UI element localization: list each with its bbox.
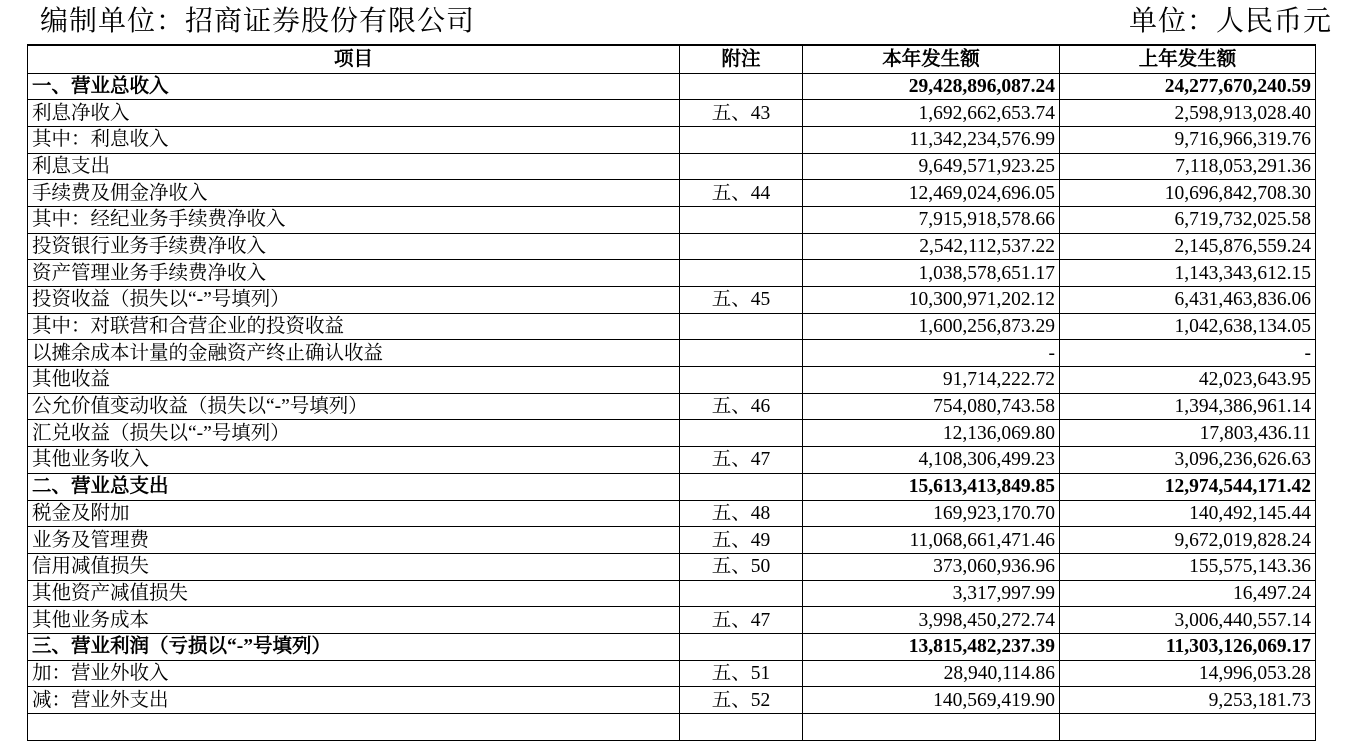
table-row xyxy=(28,126,1316,153)
table-row xyxy=(28,206,1316,233)
note-ref xyxy=(680,633,803,660)
current-year-amount: 15,613,413,849.85 xyxy=(803,473,1060,500)
prior-year-amount: 2,145,876,559.24 xyxy=(1060,233,1316,260)
item-label: 二、营业总支出 xyxy=(28,473,680,500)
current-year-amount: 1,038,578,651.17 xyxy=(803,260,1060,287)
note-ref xyxy=(680,420,803,447)
note-ref: 五、44 xyxy=(680,180,803,207)
note-ref: 五、46 xyxy=(680,393,803,420)
note-ref: 五、45 xyxy=(680,287,803,314)
prior-year-amount: 24,277,670,240.59 xyxy=(1060,73,1316,100)
note-ref xyxy=(680,206,803,233)
item-label: 业务及管理费 xyxy=(28,527,680,554)
table-row xyxy=(28,153,1316,180)
prior-year-amount: 9,672,019,828.24 xyxy=(1060,527,1316,554)
column-header-item: 项目 xyxy=(28,45,680,73)
table-row xyxy=(28,420,1316,447)
current-year-amount: 28,940,114.86 xyxy=(803,660,1060,687)
current-year-amount: 3,998,450,272.74 xyxy=(803,607,1060,634)
note-ref xyxy=(680,260,803,287)
prior-year-amount: 3,006,440,557.14 xyxy=(1060,607,1316,634)
note-ref xyxy=(680,367,803,394)
empty-cell xyxy=(680,714,803,741)
prior-year-amount: 9,253,181.73 xyxy=(1060,687,1316,714)
table-row xyxy=(28,73,1316,100)
note-ref: 五、49 xyxy=(680,527,803,554)
note-ref: 五、47 xyxy=(680,607,803,634)
note-ref xyxy=(680,580,803,607)
table-row xyxy=(28,447,1316,474)
prior-year-amount: - xyxy=(1060,340,1316,367)
current-year-amount: 169,923,170.70 xyxy=(803,500,1060,527)
table-row xyxy=(28,367,1316,394)
prior-year-amount: 9,716,966,319.76 xyxy=(1060,126,1316,153)
prior-year-amount: 7,118,053,291.36 xyxy=(1060,153,1316,180)
note-ref: 五、48 xyxy=(680,500,803,527)
current-year-amount: 91,714,222.72 xyxy=(803,367,1060,394)
item-label: 汇兑收益（损失以“-”号填列） xyxy=(28,420,680,447)
prior-year-amount: 11,303,126,069.17 xyxy=(1060,633,1316,660)
current-year-amount: 140,569,419.90 xyxy=(803,687,1060,714)
item-label: 其中：利息收入 xyxy=(28,126,680,153)
current-year-amount: 29,428,896,087.24 xyxy=(803,73,1060,100)
empty-cell xyxy=(803,714,1060,741)
table-row xyxy=(28,100,1316,127)
prior-year-amount: 17,803,436.11 xyxy=(1060,420,1316,447)
note-ref xyxy=(680,126,803,153)
prior-year-amount: 2,598,913,028.40 xyxy=(1060,100,1316,127)
item-label: 加：营业外收入 xyxy=(28,660,680,687)
prior-year-amount: 140,492,145.44 xyxy=(1060,500,1316,527)
item-label: 其他资产减值损失 xyxy=(28,580,680,607)
column-header-current-year: 本年发生额 xyxy=(803,45,1060,73)
prior-year-amount: 6,719,732,025.58 xyxy=(1060,206,1316,233)
note-ref xyxy=(680,340,803,367)
note-ref: 五、47 xyxy=(680,447,803,474)
table-row xyxy=(28,687,1316,714)
note-ref xyxy=(680,313,803,340)
current-year-amount: 10,300,971,202.12 xyxy=(803,287,1060,314)
item-label: 信用减值损失 xyxy=(28,553,680,580)
prior-year-amount: 155,575,143.36 xyxy=(1060,553,1316,580)
income-statement-table xyxy=(27,44,1316,741)
note-ref xyxy=(680,153,803,180)
current-year-amount: 9,649,571,923.25 xyxy=(803,153,1060,180)
note-ref: 五、51 xyxy=(680,660,803,687)
item-label: 一、营业总收入 xyxy=(28,73,680,100)
item-label: 投资收益（损失以“-”号填列） xyxy=(28,287,680,314)
current-year-amount: 754,080,743.58 xyxy=(803,393,1060,420)
table-row xyxy=(28,313,1316,340)
prior-year-amount: 3,096,236,626.63 xyxy=(1060,447,1316,474)
empty-cell xyxy=(28,714,680,741)
current-year-amount: 2,542,112,537.22 xyxy=(803,233,1060,260)
item-label: 利息支出 xyxy=(28,153,680,180)
prior-year-amount: 1,394,386,961.14 xyxy=(1060,393,1316,420)
item-label: 税金及附加 xyxy=(28,500,680,527)
note-ref xyxy=(680,473,803,500)
table-row xyxy=(28,340,1316,367)
item-label: 其他业务收入 xyxy=(28,447,680,474)
item-label: 其他业务成本 xyxy=(28,607,680,634)
table-header-row xyxy=(28,45,1316,73)
current-year-amount: 7,915,918,578.66 xyxy=(803,206,1060,233)
prior-year-amount: 10,696,842,708.30 xyxy=(1060,180,1316,207)
current-year-amount: 1,600,256,873.29 xyxy=(803,313,1060,340)
item-label: 以摊余成本计量的金融资产终止确认收益 xyxy=(28,340,680,367)
note-ref: 五、52 xyxy=(680,687,803,714)
note-ref: 五、43 xyxy=(680,100,803,127)
current-year-amount: 4,108,306,499.23 xyxy=(803,447,1060,474)
currency-unit: 单位：人民币元 xyxy=(1128,6,1332,37)
table-row xyxy=(28,553,1316,580)
table-row xyxy=(28,527,1316,554)
column-header-prior-year: 上年发生额 xyxy=(1060,45,1316,73)
item-label: 减：营业外支出 xyxy=(28,687,680,714)
table-row xyxy=(28,180,1316,207)
table-row xyxy=(28,500,1316,527)
prior-year-amount: 12,974,544,171.42 xyxy=(1060,473,1316,500)
note-ref xyxy=(680,73,803,100)
prior-year-amount: 6,431,463,836.06 xyxy=(1060,287,1316,314)
note-ref xyxy=(680,233,803,260)
current-year-amount: 12,469,024,696.05 xyxy=(803,180,1060,207)
item-label: 利息净收入 xyxy=(28,100,680,127)
item-label: 其中：经纪业务手续费净收入 xyxy=(28,206,680,233)
table-row xyxy=(28,233,1316,260)
prior-year-amount: 42,023,643.95 xyxy=(1060,367,1316,394)
prior-year-amount: 14,996,053.28 xyxy=(1060,660,1316,687)
table-row xyxy=(28,660,1316,687)
table-row xyxy=(28,473,1316,500)
prior-year-amount: 16,497.24 xyxy=(1060,580,1316,607)
column-header-note: 附注 xyxy=(680,45,803,73)
table-row xyxy=(28,287,1316,314)
item-label: 公允价值变动收益（损失以“-”号填列） xyxy=(28,393,680,420)
current-year-amount: - xyxy=(803,340,1060,367)
current-year-amount: 373,060,936.96 xyxy=(803,553,1060,580)
item-label: 投资银行业务手续费净收入 xyxy=(28,233,680,260)
table-row xyxy=(28,633,1316,660)
table-row xyxy=(28,580,1316,607)
current-year-amount: 13,815,482,237.39 xyxy=(803,633,1060,660)
current-year-amount: 11,068,661,471.46 xyxy=(803,527,1060,554)
current-year-amount: 12,136,069.80 xyxy=(803,420,1060,447)
item-label: 手续费及佣金净收入 xyxy=(28,180,680,207)
item-label: 其他收益 xyxy=(28,367,680,394)
current-year-amount: 1,692,662,653.74 xyxy=(803,100,1060,127)
current-year-amount: 11,342,234,576.99 xyxy=(803,126,1060,153)
empty-cell xyxy=(1060,714,1316,741)
item-label: 资产管理业务手续费净收入 xyxy=(28,260,680,287)
table-row xyxy=(28,260,1316,287)
compiling-unit: 编制单位：招商证券股份有限公司 xyxy=(40,6,476,37)
item-label: 其中：对联营和合营企业的投资收益 xyxy=(28,313,680,340)
table-row xyxy=(28,393,1316,420)
item-label: 三、营业利润（亏损以“-”号填列） xyxy=(28,633,680,660)
table-row xyxy=(28,607,1316,634)
current-year-amount: 3,317,997.99 xyxy=(803,580,1060,607)
prior-year-amount: 1,143,343,612.15 xyxy=(1060,260,1316,287)
table-row-cutoff xyxy=(28,714,1316,741)
prior-year-amount: 1,042,638,134.05 xyxy=(1060,313,1316,340)
note-ref: 五、50 xyxy=(680,553,803,580)
